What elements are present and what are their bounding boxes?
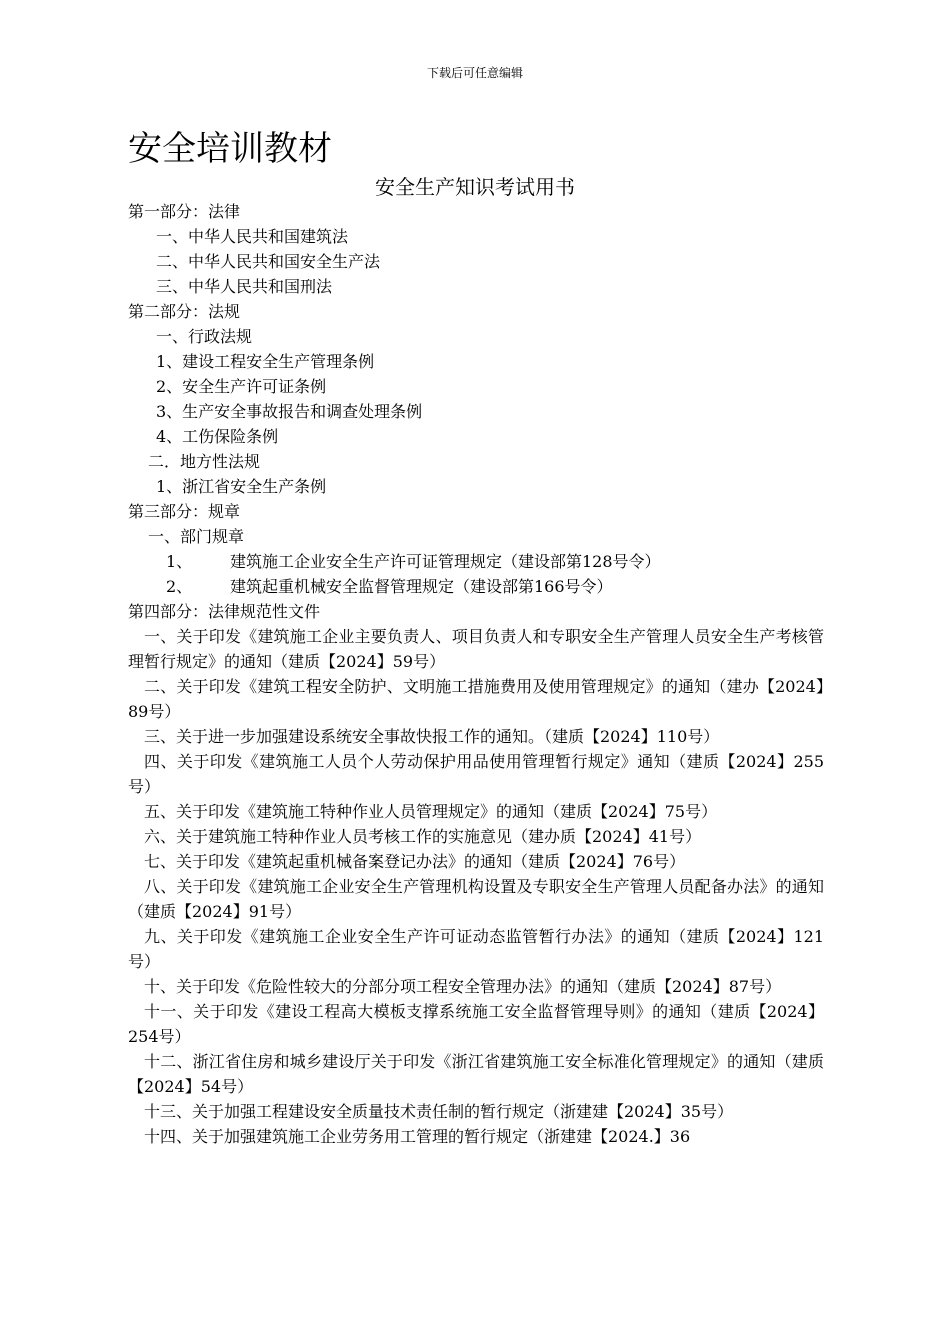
list-item [128, 549, 824, 574]
document-entry: 六、关于建筑施工特种作业人员考核工作的实施意见（建办质【2024】41号） [144, 827, 702, 846]
document-subtitle: 安全生产知识考试用书 [375, 175, 575, 199]
part-heading: 第四部分：法律规范性文件 [128, 602, 321, 621]
document-entry: 一、关于印发《建筑施工企业主要负责人、项目负责人和专职安全生产管理人员安全生产考核管理暂行规定》的通知（建质【2024】59号） [128, 627, 824, 671]
document-entry: 七、关于印发《建筑起重机械备案登记办法》的通知（建质【2024】76号） [144, 852, 686, 871]
list-item: 一、中华人民共和国建筑法 [156, 227, 349, 246]
document-entry: 九、关于印发《建筑施工企业安全生产许可证动态监管暂行办法》的通知（建质【2024】121号） [128, 927, 824, 971]
document-entry: 十一、关于印发《建设工程高大模板支撑系统施工安全监督管理导则》的通知（建质【2024】254号） [128, 1002, 824, 1046]
list-item: 三、中华人民共和国刑法 [156, 277, 333, 296]
section-heading: 二．地方性法规 [148, 452, 261, 471]
list-item: 2、安全生产许可证条例 [156, 377, 327, 396]
section-heading: 一、行政法规 [156, 327, 253, 346]
document-entry: 十四、关于加强建筑施工企业劳务用工管理的暂行规定（浙建建【2024.】36 [144, 1127, 691, 1146]
document-entry: 三、关于进一步加强建设系统安全事故快报工作的通知。（建质【2024】110号） [144, 727, 720, 746]
list-text: 建筑起重机械安全监督管理规定（建设部第166号令） [230, 577, 613, 596]
document-entry: 十、关于印发《危险性较大的分部分项工程安全管理办法》的通知（建质【2024】87号） [144, 977, 782, 996]
document-title: 安全培训教材 [128, 129, 332, 169]
list-number: 2、 [166, 577, 193, 596]
document-entry: 五、关于印发《建筑施工特种作业人员管理规定》的通知（建质【2024】75号） [144, 802, 718, 821]
list-item: 3、生产安全事故报告和调查处理条例 [156, 402, 423, 421]
list-item [128, 574, 824, 599]
list-number: 1、 [166, 552, 193, 571]
page-header: 下载后可任意编辑 [426, 66, 523, 80]
part-heading: 第一部分：法律 [128, 202, 241, 221]
document-body [128, 199, 824, 1149]
part-heading: 第二部分：法规 [128, 302, 241, 321]
list-item: 4、工伤保险条例 [156, 427, 279, 446]
list-item: 1、浙江省安全生产条例 [156, 477, 327, 496]
section-heading: 一、部门规章 [148, 527, 245, 546]
list-item: 二、中华人民共和国安全生产法 [156, 252, 381, 271]
list-item: 1、建设工程安全生产管理条例 [156, 352, 375, 371]
document-entry: 十二、浙江省住房和城乡建设厅关于印发《浙江省建筑施工安全标准化管理规定》的通知（建质【2024】54号） [128, 1052, 824, 1096]
list-text: 建筑施工企业安全生产许可证管理规定（建设部第128号令） [230, 552, 661, 571]
document-entry: 二、关于印发《建筑工程安全防护、文明施工措施费用及使用管理规定》的通知（建办【2024】89号） [128, 677, 824, 721]
document-entry: 八、关于印发《建筑施工企业安全生产管理机构设置及专职安全生产管理人员配备办法》的通知（建质【2024】91号） [128, 877, 824, 921]
part-heading: 第三部分：规章 [128, 502, 241, 521]
document-entry: 十三、关于加强工程建设安全质量技术责任制的暂行规定（浙建建【2024】35号） [144, 1102, 734, 1121]
document-entry: 四、关于印发《建筑施工人员个人劳动保护用品使用管理暂行规定》通知（建质【2024】255号） [128, 752, 824, 796]
